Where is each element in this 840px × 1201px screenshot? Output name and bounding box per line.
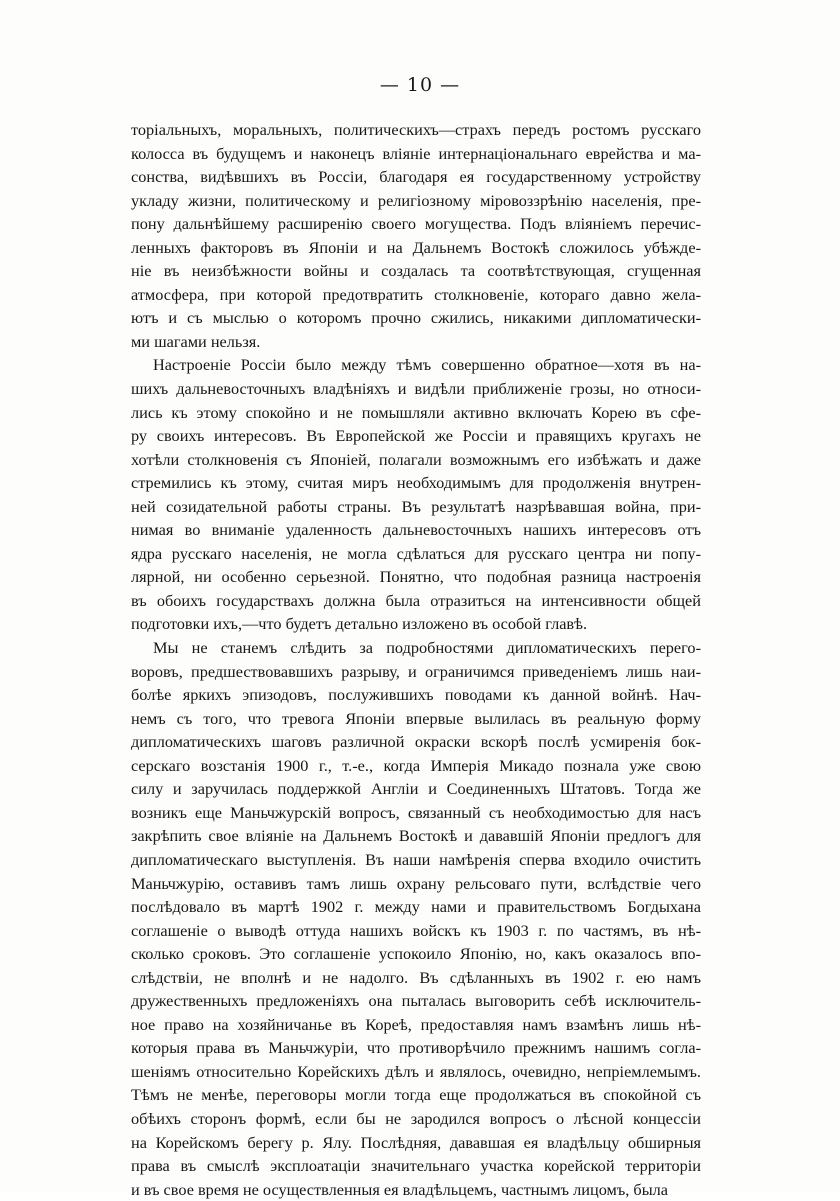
text-line: подготовки ихъ,—что будетъ детально изложено въ особой главѣ. [131, 614, 588, 634]
text-line: ніе въ неизбѣжности войны и создалась та соотвѣтствующая, сгущенная [131, 261, 701, 281]
text-line: болѣе яркихъ эпизодовъ, послужившихъ поводами къ данной войнѣ. Нач- [131, 685, 701, 705]
text-line: права въ смыслѣ эксплоатаціи значительнаго участка корейской территоріи [131, 1156, 701, 1176]
text-line: ру своихъ интересовъ. Въ Европейской же Россіи и правящихъ кругахъ не [131, 426, 701, 446]
text-line: ядра русскаго населенія, не могла сдѣлаться для русскаго центра ни попу- [131, 543, 701, 563]
text-line: закрѣпить свое вліяніе на Дальнемъ Востокѣ и дававшій Японіи предлогъ для [131, 826, 701, 846]
text-line: послѣдовало въ мартѣ 1902 г. между нами и правительствомъ Богдыхана [131, 897, 701, 917]
text-line: колосса въ будущемъ и наконецъ вліяніе интернаціональнаго еврейства и ма- [131, 143, 701, 163]
text-line: ми шагами нельзя. [131, 331, 261, 351]
text-line: дипломатическихъ шаговъ различной окраски вскорѣ послѣ усмиренія бок- [131, 732, 701, 752]
paragraph [131, 636, 701, 1201]
text-line: слѣдствіи, не вполнѣ и не надолго. Въ сдѣланныхъ въ 1902 г. ею намъ [131, 967, 701, 987]
text-line: стремились къ этому, считая миръ необходимымъ для продолженія внутрен- [131, 473, 701, 493]
text-line: нимая во вниманіе удаленность дальневосточныхъ нашихъ интересовъ отъ [131, 520, 701, 540]
text-line: Тѣмъ не менѣе, переговоры могли тогда еще продолжаться въ спокойной съ [131, 1085, 701, 1105]
text-line: силу и заручилась поддержкой Англіи и Соединенныхъ Штатовъ. Тогда же [131, 779, 701, 799]
text-line: атмосфера, при которой предотвратить столкновеніе, котораго давно жела- [131, 284, 701, 304]
paragraph [131, 353, 701, 636]
text-line: ютъ и съ мыслью о которомъ прочно сжились, никакими дипломатически- [131, 308, 701, 328]
text-line: Маньчжурію, оставивъ тамъ лишь охрану рельсоваго пути, вслѣдствіе чего [131, 873, 701, 893]
text-line: Настроеніе Россіи было между тѣмъ совершенно обратное—хотя въ на- [153, 355, 701, 375]
text-line: шеніямъ относительно Корейскихъ дѣлъ и являлось, очевидно, непріемлемымъ. [131, 1061, 701, 1081]
text-line: дружественныхъ предложеніяхъ она пыталась выговорить себѣ исключитель- [131, 991, 701, 1011]
text-line: ное право на хозяйничанье въ Кореѣ, предоставляя намъ взамѣнъ лишь нѣ- [131, 1014, 701, 1034]
text-line: пону дальнѣйшему расширенію своего могущества. Подъ вліяніемъ перечис- [131, 214, 701, 234]
text-line: Мы не станемъ слѣдить за подробностями дипломатическихъ перего- [153, 638, 701, 658]
text-line: на Корейскомъ берегу р. Ялу. Послѣдняя, дававшая ея владѣльцу обширныя [131, 1132, 701, 1152]
text-line: торіальныхъ, моральныхъ, политическихъ—страхъ передъ ростомъ русскаго [131, 120, 701, 139]
text-line: хотѣли столкновенія съ Японіей, полагали возможнымъ его избѣжать и даже [131, 449, 701, 469]
text-line: обѣихъ сторонъ формѣ, если бы не зародился вопросъ о лѣсной концессіи [131, 1108, 701, 1128]
text-line: которыя права въ Маньчжуріи, что противорѣчило прежнимъ нашимъ согла- [131, 1038, 701, 1058]
text-line: ленныхъ факторовъ въ Японіи и на Дальнемъ Востокѣ сложилось убѣжде- [131, 237, 701, 257]
text-line: лярной, ни особенно серьезной. Понятно, что подобная разница настроенія [131, 567, 701, 587]
body-text [131, 118, 701, 1201]
text-line: и въ свое время не осуществленныя ея владѣльцемъ, частнымъ лицомъ, была [131, 1179, 668, 1199]
text-line: сколько сроковъ. Это соглашеніе успокоило Японію, но, какъ оказалось впо- [131, 944, 701, 964]
text-line: въ обоихъ государствахъ должна была отразиться на интенсивности общей [131, 590, 701, 610]
text-line: дипломатическаго выступленія. Въ наши намѣренія сперва входило очистить [131, 849, 701, 869]
text-line: серскаго возстанія 1900 г., т.-е., когда Имперія Микадо познала уже свою [131, 755, 701, 775]
text-line: лись къ этому спокойно и не помышляли активно включать Корею въ сфе- [131, 402, 701, 422]
paragraph [131, 118, 701, 353]
text-line: укладу жизни, политическому и религіозному міровоззрѣнію населенія, пре- [131, 190, 701, 210]
page-number: — 10 — [379, 74, 461, 96]
text-line: немъ съ того, что тревога Японіи впервые вылилась въ реальную форму [131, 708, 701, 728]
text-line: воровъ, предшествовавшихъ разрыву, и ограничимся приведеніемъ лишь наи- [131, 661, 701, 681]
text-line: возникъ еще Маньчжурскій вопросъ, связанный съ необходимостью для насъ [131, 802, 701, 822]
text-line: сонства, видѣвшихъ въ Россіи, благодаря ея государственному устройству [131, 167, 701, 187]
text-line: шихъ дальневосточныхъ владѣніяхъ и видѣли приближеніе грозы, но относи- [131, 379, 701, 399]
text-line: ней созидательной работы страны. Въ результатѣ назрѣвавшая война, при- [131, 496, 701, 516]
text-line: соглашеніе о выводѣ оттуда нашихъ войскъ къ 1903 г. по частямъ, въ нѣ- [131, 920, 701, 940]
